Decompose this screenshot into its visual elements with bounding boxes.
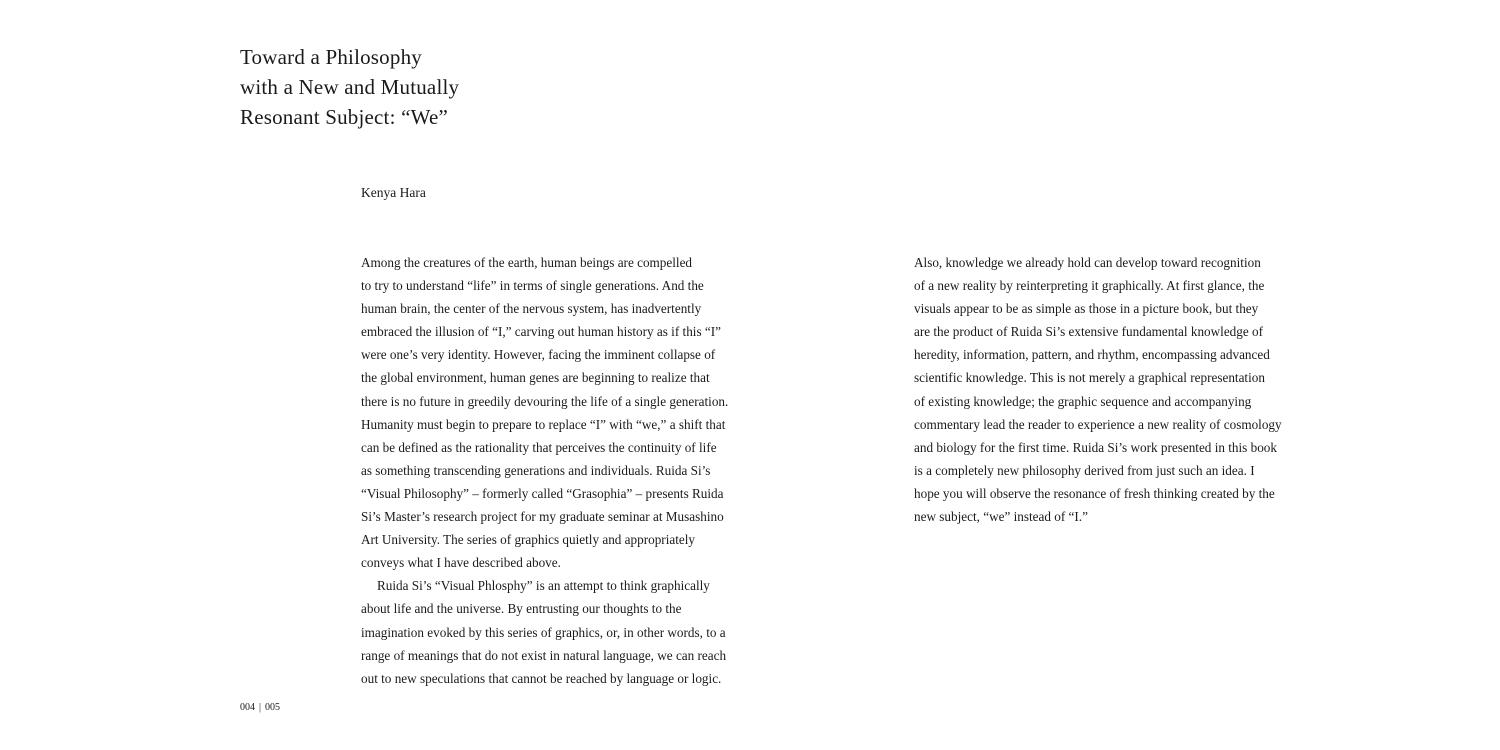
text-line: Humanity must begin to prepare to replace “I” with “we,” a shift that <box>361 416 726 432</box>
paragraph-1 <box>361 251 729 574</box>
text-line: hope you will observe the resonance of fresh thinking created by the <box>914 485 1275 501</box>
text-line: embraced the illusion of “I,” carving out human history as if this “I” <box>361 324 721 340</box>
text-line: heredity, information, pattern, and rhythm, encompassing advanced <box>914 347 1270 363</box>
paragraph-2 <box>361 574 727 689</box>
text-line: scientific knowledge. This is not merely a graphical representation <box>914 370 1265 386</box>
paragraph-3 <box>914 251 1282 528</box>
text-line: imagination evoked by this series of graphics, or, in other words, to a <box>361 624 726 640</box>
text-line: as something transcending generations and individuals. Ruida Si’s <box>361 462 711 478</box>
text-line: and biology for the first time. Ruida Si’s work presented in this book <box>914 439 1277 455</box>
left-text-column <box>361 251 729 690</box>
right-text-column <box>914 251 1282 528</box>
text-line: conveys what I have described above. <box>361 555 561 571</box>
title-line-1: Toward a Philosophy <box>240 45 422 69</box>
text-line: out to new speculations that cannot be reached by language or logic. <box>361 670 722 686</box>
text-line: the global environment, human genes are beginning to realize that <box>361 370 710 386</box>
text-line: about life and the universe. By entrusting our thoughts to the <box>361 601 682 617</box>
text-line: Ruida Si’s “Visual Phlosphy” is an attempt to think graphically <box>377 578 710 594</box>
text-line: Also, knowledge we already hold can develop toward recognition <box>914 255 1261 270</box>
page-title <box>240 42 459 132</box>
right-page-number: 005 <box>265 702 281 713</box>
text-line: human brain, the center of the nervous system, has inadvertently <box>361 301 702 317</box>
text-line: of a new reality by reinterpreting it graphically. At first glance, the <box>914 278 1265 294</box>
title-line-3: Resonant Subject: “We” <box>240 105 448 129</box>
text-line: new subject, “we” instead of “I.” <box>914 509 1088 525</box>
text-line: are the product of Ruida Si’s extensive fundamental knowledge of <box>914 324 1264 340</box>
text-line: Among the creatures of the earth, human beings are compelled <box>361 255 693 270</box>
text-line: visuals appear to be as simple as those in a picture book, but they <box>914 301 1259 317</box>
text-line: range of meanings that do not exist in natural language, we can reach <box>361 647 727 663</box>
text-line: Art University. The series of graphics quietly and appropriately <box>361 532 695 548</box>
text-line: commentary lead the reader to experience a new reality of cosmology <box>914 416 1282 432</box>
text-line: to try to understand “life” in terms of single generations. And the <box>361 278 704 294</box>
author-name: Kenya Hara <box>361 185 426 200</box>
left-page-number: 004 <box>240 702 255 713</box>
text-line: can be defined as the rationality that perceives the continuity of life <box>361 439 717 455</box>
page-number-separator: | <box>259 702 262 713</box>
text-line: were one’s very identity. However, facing the imminent collapse of <box>361 347 716 363</box>
text-line: is a completely new philosophy derived from just such an idea. I <box>914 462 1255 478</box>
text-line: there is no future in greedily devouring the life of a single generation. <box>361 393 729 409</box>
title-line-2: with a New and Mutually <box>240 75 460 99</box>
text-line: of existing knowledge; the graphic sequence and accompanying <box>914 393 1252 409</box>
text-line: Si’s Master’s research project for my graduate seminar at Musashino <box>361 509 724 525</box>
text-line: “Visual Philosophy” – formerly called “Grasophia” – presents Ruida <box>361 485 724 501</box>
page-numbers <box>240 701 280 715</box>
